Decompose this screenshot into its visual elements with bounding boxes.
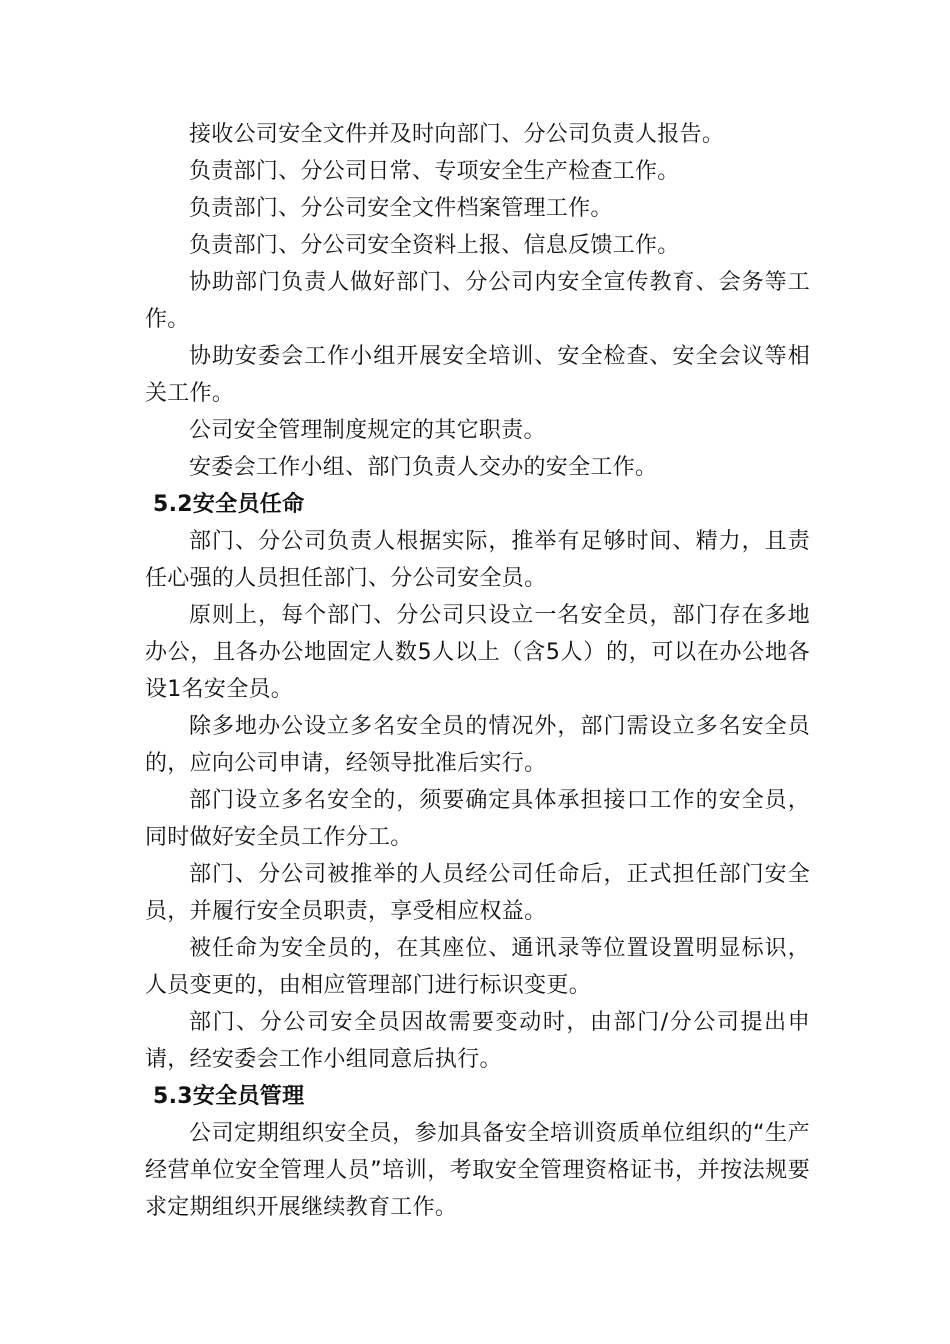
paragraph: 原则上，每个部门、分公司只设立一名安全员，部门存在多地办公，且各办公地固定人数5人以上（含5人）的，可以在办公地各设1名安全员。 (145, 603, 810, 702)
paragraph: 被任命为安全员的，在其座位、通讯录等位置设置明显标识，人员变更的，由相应管理部门进行标识变更。 (145, 936, 810, 998)
document-body (145, 116, 810, 1226)
paragraph: 部门设立多名安全的，须要确定具体承担接口工作的安全员，同时做好安全员工作分工。 (145, 788, 810, 850)
paragraph: 安委会工作小组、部门负责人交办的安全工作。 (189, 455, 658, 480)
paragraph: 部门、分公司负责人根据实际，推举有足够时间、精力，且责任心强的人员担任部门、分公司安全员。 (145, 529, 810, 591)
paragraph: 负责部门、分公司安全资料上报、信息反馈工作。 (189, 233, 680, 258)
paragraph: 公司定期组织安全员，参加具备安全培训资质单位组织的“生产经营单位安全管理人员”培训，考取安全管理资格证书，并按法规要求定期组织开展继续教育工作。 (145, 1121, 810, 1220)
paragraph: 公司安全管理制度规定的其它职责。 (189, 418, 546, 443)
section-heading: 5.2安全员任命 (153, 492, 305, 517)
paragraph: 协助安委会工作小组开展安全培训、安全检查、安全会议等相关工作。 (145, 344, 810, 406)
paragraph: 除多地办公设立多名安全员的情况外，部门需设立多名安全员的，应向公司申请，经领导批准后实行。 (145, 714, 810, 776)
section-heading: 5.3安全员管理 (153, 1084, 305, 1109)
paragraph: 接收公司安全文件并及时向部门、分公司负责人报告。 (189, 122, 725, 147)
paragraph: 负责部门、分公司安全文件档案管理工作。 (189, 196, 613, 221)
paragraph: 协助部门负责人做好部门、分公司内安全宣传教育、会务等工作。 (145, 270, 810, 332)
paragraph: 负责部门、分公司日常、专项安全生产检查工作。 (189, 159, 680, 184)
paragraph: 部门、分公司被推举的人员经公司任命后，正式担任部门安全员，并履行安全员职责，享受相应权益。 (145, 862, 810, 924)
paragraph: 部门、分公司安全员因故需要变动时，由部门/分公司提出申请，经安委会工作小组同意后执行。 (145, 1010, 810, 1072)
